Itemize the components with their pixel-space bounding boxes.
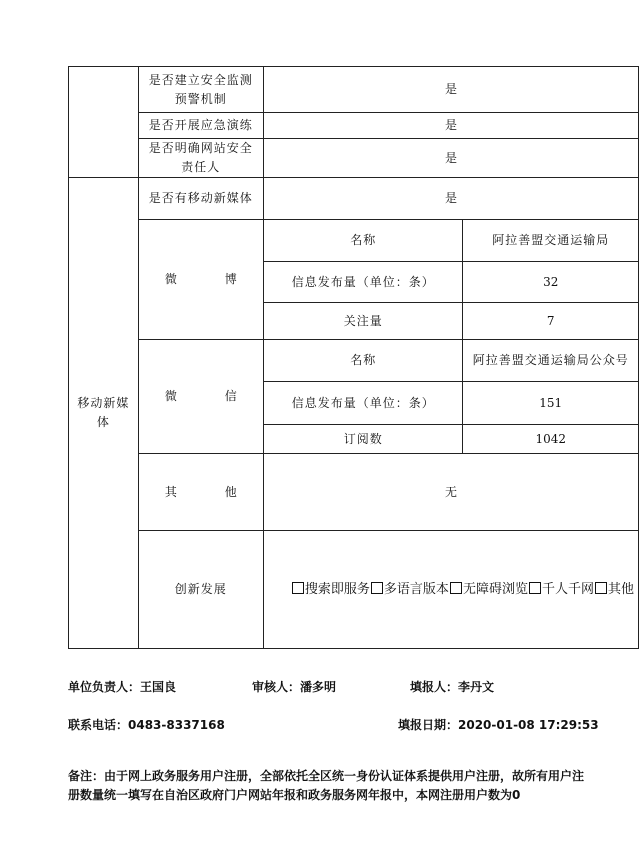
row-value: 是 xyxy=(263,67,638,113)
weixin-posts-label: 信息发布量（单位：条） xyxy=(263,382,463,425)
row-label: 是否开展应急演练 xyxy=(138,113,263,139)
new-media-table xyxy=(68,66,639,649)
weibo-posts-value: 32 xyxy=(463,262,639,303)
row-label: 是否建立安全监测预警机制 xyxy=(138,67,263,113)
other-value: 无 xyxy=(263,454,638,531)
filler: 填报人：李丹文 xyxy=(410,680,495,694)
checkbox-icon[interactable] xyxy=(595,582,607,594)
weibo-posts-label: 信息发布量（单位：条） xyxy=(263,262,463,303)
table-row xyxy=(69,67,639,113)
remarks-note: 备注：由于网上政务服务用户注册，全部依托全区统一身份认证体系提供用户注册，故所有用户注册数量统一填写在自治区政府门户网站年报和政务服务网年报中，本网注册用户数为0 xyxy=(68,769,585,802)
table-row xyxy=(69,454,639,531)
weibo-name-value: 阿拉善盟交通运输局 xyxy=(463,220,639,262)
checkbox-icon[interactable] xyxy=(371,582,383,594)
option-accessibility: 无障碍浏览 xyxy=(462,582,528,597)
weibo-followers-value: 7 xyxy=(463,303,639,340)
table-row xyxy=(69,139,639,178)
table-row xyxy=(69,178,639,220)
other-label: 其 他 xyxy=(138,454,263,531)
option-search-service: 搜索即服务 xyxy=(304,582,370,597)
weixin-subs-value: 1042 xyxy=(463,425,639,454)
checkbox-icon[interactable] xyxy=(529,582,541,594)
weixin-name-value: 阿拉善盟交通运输局公众号 xyxy=(463,340,639,382)
table-row xyxy=(69,113,639,139)
section-cell-blank xyxy=(69,67,139,178)
checkbox-icon[interactable] xyxy=(292,582,304,594)
contact-phone: 联系电话：0483-8337168 xyxy=(68,718,225,732)
section-label-mobile: 移动新媒体 xyxy=(69,178,139,649)
innovation-label: 创新发展 xyxy=(138,531,263,649)
weixin-label: 微 信 xyxy=(138,340,263,454)
table-row xyxy=(69,531,639,649)
reviewer: 审核人：潘多明 xyxy=(252,680,337,694)
responsible-person: 单位负责人：王国良 xyxy=(68,680,177,694)
checkbox-icon[interactable] xyxy=(450,582,462,594)
weixin-name-label: 名称 xyxy=(263,340,463,382)
weibo-label: 微 博 xyxy=(138,220,263,340)
weixin-subs-label: 订阅数 xyxy=(263,425,463,454)
table-row xyxy=(69,220,639,262)
innovation-options xyxy=(263,531,638,649)
row-label: 是否有移动新媒体 xyxy=(138,178,263,220)
option-multilingual: 多语言版本 xyxy=(383,582,449,597)
row-value: 是 xyxy=(263,178,638,220)
weibo-name-label: 名称 xyxy=(263,220,463,262)
option-other: 其他 xyxy=(607,582,634,597)
fill-date: 填报日期：2020-01-08 17:29:53 xyxy=(398,718,599,732)
weixin-posts-value: 151 xyxy=(463,382,639,425)
table-row xyxy=(69,340,639,382)
row-value: 是 xyxy=(263,139,638,178)
row-value: 是 xyxy=(263,113,638,139)
option-personalized: 千人千网 xyxy=(541,582,594,597)
row-label: 是否明确网站安全责任人 xyxy=(138,139,263,178)
weibo-followers-label: 关注量 xyxy=(263,303,463,340)
